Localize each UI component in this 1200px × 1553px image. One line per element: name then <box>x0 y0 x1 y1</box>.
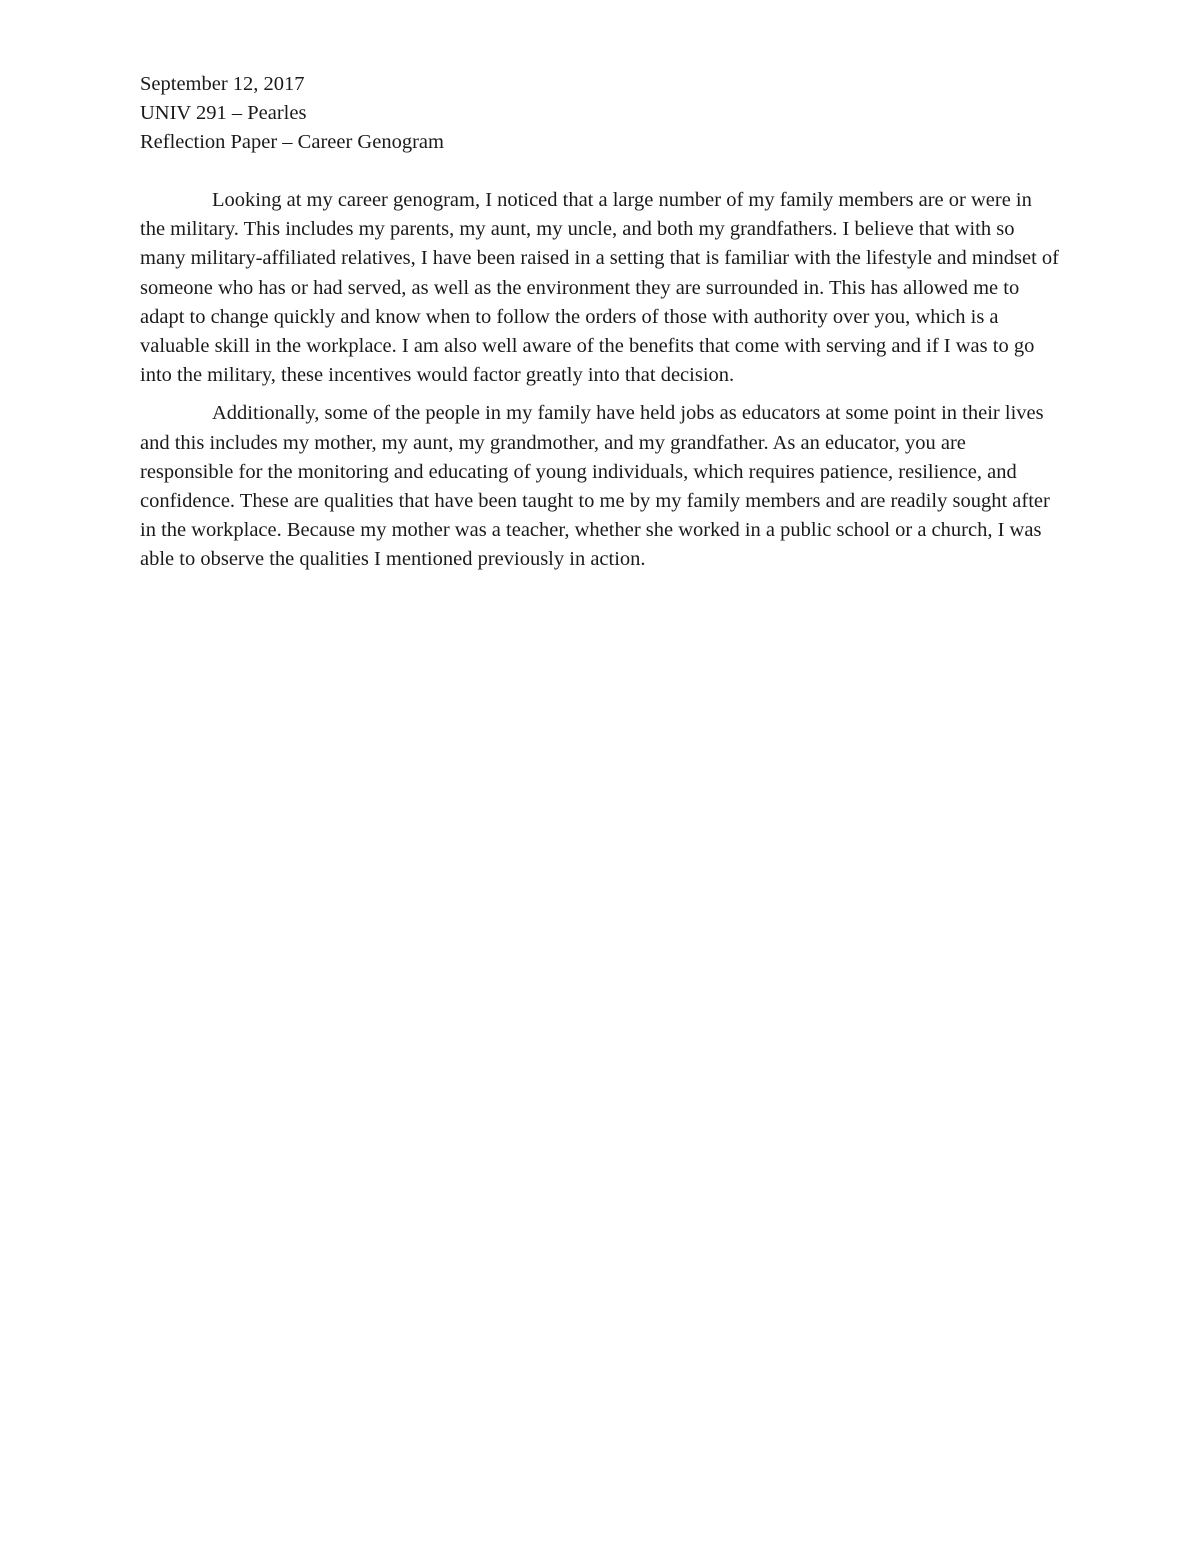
document-header <box>140 70 1062 157</box>
paper-title: Reflection Paper – Career Genogram <box>140 131 444 153</box>
body-paragraph-2: Additionally, some of the people in my family have held jobs as educators at some point in their lives and this includes my mother, my aunt, my grandmother, and my grandfather. As an educator, you are responsible for the monitoring and educating of young individuals, which requires patience, resilience, and confidence. These are qualities that have been taught to me by my family members and are readily sought after in the workplace. Because my mother was a teacher, whether she worked in a public school or a church, I was able to observe the qualities I mentioned previously in action. <box>140 402 1050 571</box>
document-content <box>140 70 1062 584</box>
body-paragraph-1: Looking at my career genogram, I noticed that a large number of my family members are or were in the military. This includes my parents, my aunt, my uncle, and both my grandfathers. I believe that with so many military-affiliated relatives, I have been raised in a setting that is familiar with the lifestyle and mindset of someone who has or had served, as well as the environment they are surrounded in. This has allowed me to adapt to change quickly and know when to follow the orders of those with authority over you, which is a valuable skill in the workplace. I am also well aware of the benefits that come with serving and if I was to go into the military, these incentives would factor greatly into that decision. <box>140 189 1059 387</box>
date-line: September 12, 2017 <box>140 73 305 95</box>
course-line: UNIV 291 – Pearles <box>140 102 307 124</box>
